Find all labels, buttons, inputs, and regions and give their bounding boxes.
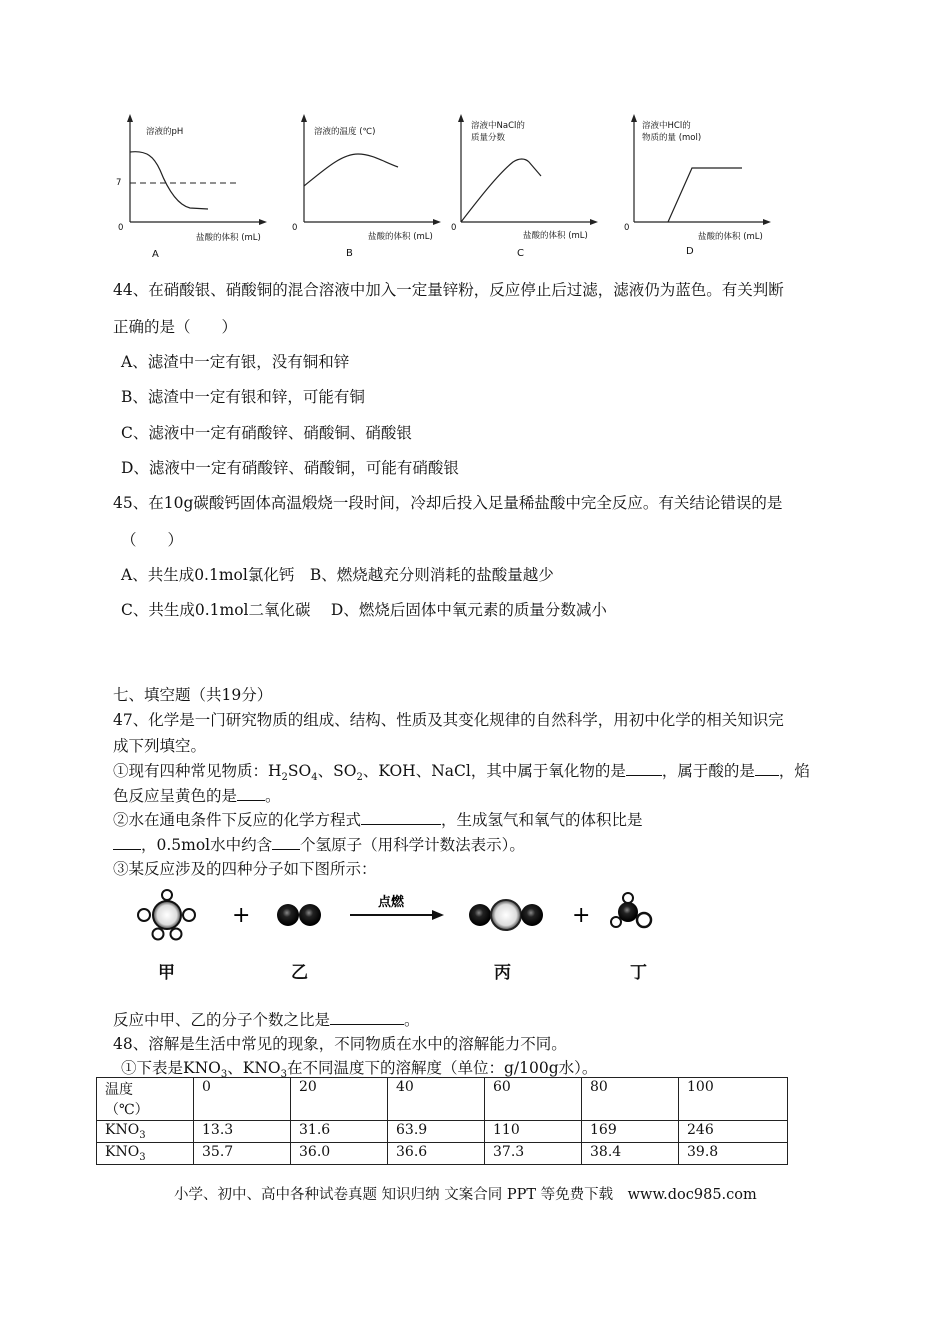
- chart-d-xlabel: 盐酸的体积 (mL): [698, 232, 763, 242]
- q47-part1: [113, 759, 810, 783]
- chart-d-letter: D: [686, 246, 694, 257]
- chart-c: [443, 112, 613, 262]
- row-1-sub: 3: [139, 1129, 146, 1141]
- q48-line1: 48、溶解是生活中常见的现象，不同物质在水中的溶解能力不同。: [113, 1035, 567, 1053]
- q47-p1-sub3: 2: [356, 772, 363, 784]
- chart-c-origin: 0: [451, 223, 457, 233]
- section-7-heading: 七、填空题（共19分）: [113, 686, 273, 704]
- q47-yellow-flame-blank[interactable]: [237, 785, 265, 801]
- q47-part1-cont: [113, 784, 281, 806]
- header-temp-40: 40: [388, 1078, 485, 1121]
- chart-a-xlabel: 盐酸的体积 (mL): [196, 233, 261, 243]
- chart-c-ylabel-2: 质量分数: [471, 133, 506, 143]
- q47-equation-blank[interactable]: [361, 809, 441, 825]
- header-temp-cell: [97, 1078, 194, 1121]
- molecule-jia: [138, 890, 195, 940]
- row-2-name: [97, 1142, 194, 1164]
- solubility-table: [96, 1077, 788, 1165]
- molecule-label-bing: 丙: [494, 963, 511, 983]
- q47-line1: 47、化学是一门研究物质的组成、结构、性质及其变化规律的自然科学，用初中化学的相关知识完: [113, 711, 784, 729]
- header-temp-80: 80: [582, 1078, 679, 1121]
- q48-l2-sub2: 3: [280, 1069, 287, 1081]
- q47-p1-sub1: 2: [281, 772, 288, 784]
- q47-p2-text-a: ②水在通电条件下反应的化学方程式: [113, 811, 362, 829]
- q47-p1-text-g: 色反应呈黄色的是: [113, 787, 238, 805]
- q47-volume-ratio-blank[interactable]: [113, 834, 141, 850]
- q47-part2: [113, 808, 643, 830]
- header-temp-label: 温度: [105, 1082, 133, 1098]
- q45-options-ab: A、共生成0.1mol氯化钙 B、燃烧越充分则消耗的盐酸量越少: [121, 566, 554, 584]
- chart-d-ylabel-2: 物质的量 (mol): [642, 133, 702, 143]
- q47-p1-text-c: 、SO: [317, 762, 357, 780]
- chart-a: [112, 112, 282, 262]
- q47-p2-text-d: 个氢原子（用科学计数法表示）。: [300, 836, 525, 854]
- table-cell: 36.6: [388, 1142, 485, 1164]
- table-cell: 13.3: [194, 1121, 291, 1143]
- q44-option-c: C、滤液中一定有硝酸锌、硝酸铜、硝酸银: [121, 424, 412, 442]
- arrow-label: 点燃: [378, 895, 405, 910]
- table-cell: 37.3: [485, 1142, 582, 1164]
- chart-a-tick: 7: [116, 178, 122, 188]
- plus-sign-2: +: [572, 903, 591, 928]
- molecule-ding: [611, 893, 651, 927]
- chart-b: [286, 112, 456, 262]
- q47-p1-sub2: 4: [311, 772, 318, 784]
- q45-options-cd: C、共生成0.1mol二氧化碳 D、燃烧后固体中氧元素的质量分数减小: [121, 601, 607, 619]
- q47-p2-text-b: ，生成氢气和氧气的体积比是: [441, 811, 643, 829]
- q44-option-a: A、滤渣中一定有银，没有铜和锌: [121, 353, 350, 371]
- molecule-label-yi: 乙: [291, 963, 308, 983]
- chart-d-origin: 0: [624, 223, 630, 233]
- q48-l2-sub1: 3: [220, 1069, 228, 1081]
- header-temp-20: 20: [291, 1078, 388, 1121]
- chart-a-letter: A: [152, 249, 159, 260]
- q47-part2-cont: [113, 833, 525, 855]
- q47-p1-text-b: SO: [287, 762, 312, 780]
- q47-part3: ③某反应涉及的四种分子如下图所示：: [113, 860, 377, 878]
- chart-b-ylabel: 溶液的温度 (℃): [314, 127, 376, 137]
- table-cell: 38.4: [582, 1142, 679, 1164]
- q44-stem-line1: 44、在硝酸银、硝酸铜的混合溶液中加入一定量锌粉，反应停止后过滤，滤液仍为蓝色。有关判断: [113, 281, 784, 299]
- q48-l2-text-b: 、KNO: [227, 1059, 281, 1077]
- molecule-bing: [469, 900, 543, 930]
- q47-p1-text-e: ，属于酸的是: [661, 762, 755, 780]
- q44-option-b: B、滤渣中一定有银和锌，可能有铜: [121, 388, 365, 406]
- chart-c-ylabel-1: 溶液中NaCl的: [471, 121, 525, 131]
- q47-line2: 成下列填空。: [113, 737, 207, 755]
- q47-p1-text-d: 、KOH、NaCl，其中属于氧化物的是: [362, 762, 626, 780]
- table-cell: 31.6: [291, 1121, 388, 1143]
- q47-p2-text-c: ，0.5mol水中约含: [141, 836, 273, 854]
- row-2-formula: KNO: [105, 1143, 140, 1160]
- q45-stem-line1: 45、在10g碳酸钙固体高温煅烧一段时间，冷却后投入足量稀盐酸中完全反应。有关结论错误的是: [113, 494, 783, 512]
- q47-p1-text-a: ①现有四种常见物质：H: [113, 762, 282, 780]
- header-temp-0: 0: [194, 1078, 291, 1121]
- chart-b-letter: B: [346, 248, 353, 259]
- reaction-arrow: [350, 910, 444, 920]
- chart-a-ylabel: 溶液的pH: [146, 127, 184, 137]
- chart-a-origin: 0: [118, 223, 124, 233]
- header-temp-100: 100: [679, 1078, 788, 1121]
- table-cell: 169: [582, 1121, 679, 1143]
- row-2-sub: 3: [139, 1151, 146, 1163]
- table-cell: 110: [485, 1121, 582, 1143]
- table-cell: 36.0: [291, 1142, 388, 1164]
- header-temp-60: 60: [485, 1078, 582, 1121]
- molecule-yi: [277, 904, 321, 926]
- row-1-name: [97, 1121, 194, 1143]
- q47-ratio: [113, 1008, 420, 1030]
- molecule-diagram: [120, 882, 680, 958]
- chart-d-ylabel-1: 溶液中HCl的: [642, 121, 691, 131]
- page-footer: 小学、初中、高中各种试卷真题 知识归纳 文案合同 PPT 等免费下载 www.doc985.com: [174, 1187, 757, 1203]
- q47-ratio-text-b: 。: [404, 1011, 420, 1029]
- chart-b-xlabel: 盐酸的体积 (mL): [368, 232, 433, 242]
- q47-h-atom-blank[interactable]: [272, 834, 300, 850]
- table-cell: 63.9: [388, 1121, 485, 1143]
- q48-l2-text-c: 在不同温度下的溶解度（单位：g/100g水）。: [286, 1059, 598, 1077]
- table-cell: 35.7: [194, 1142, 291, 1164]
- q47-p1-text-h: 。: [265, 787, 281, 805]
- chart-d: [616, 112, 786, 262]
- q47-ratio-blank[interactable]: [330, 1009, 404, 1025]
- table-row: [97, 1121, 788, 1143]
- q45-stem-line2: （ ）: [121, 531, 184, 549]
- chart-b-origin: 0: [292, 223, 298, 233]
- table-header-row: [97, 1078, 788, 1121]
- row-1-formula: KNO: [105, 1122, 140, 1138]
- q47-acid-blank[interactable]: [755, 760, 779, 776]
- chart-c-xlabel: 盐酸的体积 (mL): [523, 231, 588, 241]
- q47-p1-text-f: ，焰: [778, 762, 810, 780]
- plus-sign-1: +: [232, 903, 251, 928]
- q47-ratio-text-a: 反应中甲、乙的分子个数之比是: [113, 1011, 331, 1029]
- q44-option-d: D、滤液中一定有硝酸锌、硝酸铜，可能有硝酸银: [121, 459, 459, 477]
- header-temp-unit: （℃）: [105, 1102, 149, 1118]
- molecule-label-ding: 丁: [630, 963, 647, 983]
- q48-l2-text-a: ①下表是KNO: [121, 1059, 221, 1077]
- chart-c-letter: C: [517, 248, 524, 259]
- molecule-label-jia: 甲: [158, 963, 175, 983]
- q47-oxide-blank[interactable]: [626, 760, 662, 776]
- table-row: [97, 1142, 788, 1164]
- table-cell: 246: [679, 1121, 788, 1143]
- q44-stem-line2: 正确的是（ ）: [113, 318, 238, 336]
- table-cell: 39.8: [679, 1142, 788, 1164]
